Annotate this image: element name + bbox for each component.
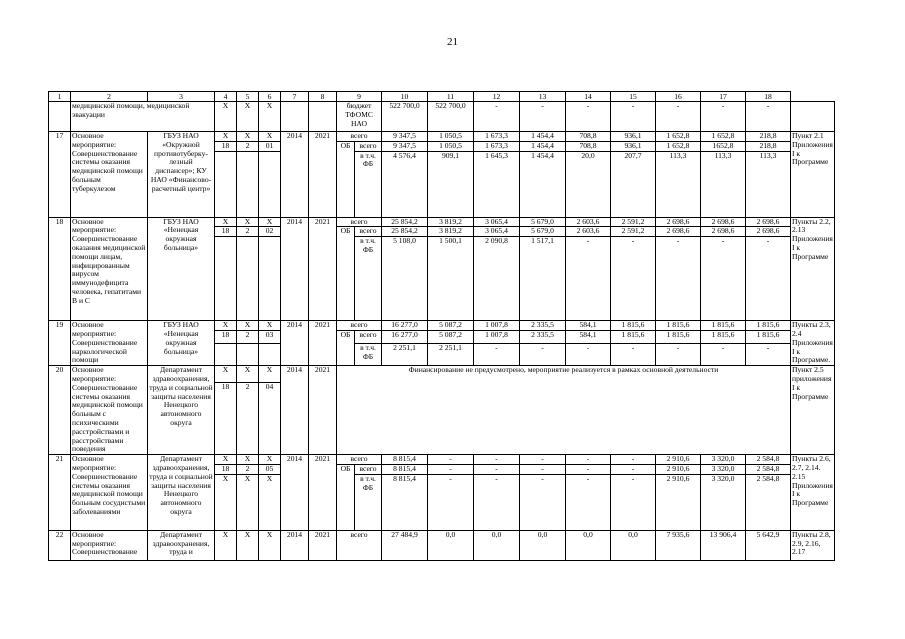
activity-name: Основное мероприятие: Совершенствование системы оказания медицинской помощи больным туберкулезом xyxy=(71,132,148,218)
source-ob: ОБ xyxy=(337,227,355,321)
value-cell: 20,0 xyxy=(566,151,611,217)
value-cell: - xyxy=(566,102,611,132)
source-label: всего xyxy=(337,321,382,331)
code-cell: Х xyxy=(259,321,281,331)
table-row xyxy=(49,102,835,132)
value-cell: - xyxy=(520,474,566,530)
code-cell xyxy=(237,151,259,217)
value-cell: - xyxy=(474,102,520,132)
value-cell: 909,1 xyxy=(428,151,474,217)
value-cell: 2 910,6 xyxy=(656,474,701,530)
value-cell: 16 277,0 xyxy=(382,321,428,331)
header-cell: 7 xyxy=(281,92,309,102)
value-cell: 1 007,8 xyxy=(474,330,520,343)
value-cell: 207,7 xyxy=(611,151,656,217)
value-cell: 2 698,6 xyxy=(746,227,791,237)
value-cell: 2 584,8 xyxy=(746,464,791,474)
value-cell: 1 815,6 xyxy=(656,330,701,343)
value-cell: 2 698,6 xyxy=(656,217,701,227)
value-cell: 5 108,0 xyxy=(382,237,428,321)
value-cell: 8 815,4 xyxy=(382,474,428,530)
value-cell: - xyxy=(566,237,611,321)
row-number: 20 xyxy=(49,366,71,455)
value-cell: 2 698,6 xyxy=(656,227,701,237)
value-cell: 1 652,8 xyxy=(656,132,701,142)
source-ob: ОБ xyxy=(337,464,355,530)
code-cell xyxy=(259,344,281,366)
header-cell: 16 xyxy=(656,92,701,102)
code-cell: Х xyxy=(237,474,259,530)
value-cell: 1 454,4 xyxy=(520,141,566,151)
source-label: всего xyxy=(355,227,382,237)
executor: ГБУЗ НАО «Ненецкая окружная больница» xyxy=(148,321,215,366)
start-year xyxy=(281,102,309,132)
value-cell: 5 679,0 xyxy=(520,227,566,237)
header-cell: 11 xyxy=(428,92,474,102)
value-cell: 3 065,4 xyxy=(474,217,520,227)
source-label: всего xyxy=(337,530,382,560)
start-year: 2014 xyxy=(281,132,309,218)
value-cell: 3 819,2 xyxy=(428,217,474,227)
reference-cell: Пункты 2.3, 2.4 Приложения I к Программе. xyxy=(792,320,833,365)
value-cell: 5 087,2 xyxy=(428,321,474,331)
code-cell: Х xyxy=(215,102,237,132)
value-cell: - xyxy=(611,344,656,366)
value-cell: 1 652,8 xyxy=(656,141,701,151)
source-label: всего xyxy=(355,330,382,343)
reference-cell xyxy=(791,102,835,132)
code-cell xyxy=(215,151,237,217)
code-cell: Х xyxy=(215,321,237,331)
value-cell: 0,0 xyxy=(428,530,474,560)
value-cell: - xyxy=(566,474,611,530)
end-year: 2021 xyxy=(309,530,337,560)
value-cell: 936,1 xyxy=(611,132,656,142)
value-cell: 2 335,5 xyxy=(520,330,566,343)
value-cell: - xyxy=(474,464,520,474)
value-cell: 1 050,5 xyxy=(428,132,474,142)
value-cell: 1 815,6 xyxy=(611,321,656,331)
value-cell: 1 454,4 xyxy=(520,132,566,142)
activity-name: Основное мероприятие: Совершенствование наркологической помощи xyxy=(71,321,148,366)
financing-note: Финансирование не предусмотрено, мероприятие реализуется в рамках основной деятельности xyxy=(337,366,791,455)
code-cell: Х xyxy=(259,366,281,383)
table-row xyxy=(49,530,835,560)
value-cell: - xyxy=(428,455,474,465)
code-cell: Х xyxy=(259,217,281,227)
value-cell: 13 906,4 xyxy=(701,530,746,560)
code-cell: Х xyxy=(259,530,281,560)
header-cell: 9 xyxy=(337,92,382,102)
code-cell: Х xyxy=(237,530,259,560)
source-label: всего xyxy=(355,141,382,151)
value-cell: 1 673,3 xyxy=(474,141,520,151)
value-cell: - xyxy=(656,237,701,321)
value-cell: - xyxy=(428,464,474,474)
value-cell: - xyxy=(428,474,474,530)
value-cell: 3 320,0 xyxy=(701,474,746,530)
code-cell: Х xyxy=(237,366,259,383)
table-row xyxy=(49,217,835,227)
code-cell xyxy=(259,237,281,321)
value-cell: - xyxy=(656,344,701,366)
value-cell: 27 484,9 xyxy=(382,530,428,560)
end-year: 2021 xyxy=(309,132,337,218)
code-cell: Х xyxy=(237,455,259,465)
code-cell: 2 xyxy=(237,330,259,343)
code-cell: Х xyxy=(215,132,237,142)
value-cell: 2 603,6 xyxy=(566,217,611,227)
activity-name: Основное мероприятие: Совершенствование системы оказания медицинской помощи больным сосудистыми заболеваниями xyxy=(71,455,148,531)
value-cell: 1 815,6 xyxy=(701,330,746,343)
value-cell: 113,3 xyxy=(701,151,746,217)
header-cell: 1 xyxy=(49,92,71,102)
value-cell: 8 815,4 xyxy=(382,464,428,474)
value-cell: 1 007,8 xyxy=(474,321,520,331)
source-ob: ОБ xyxy=(337,141,355,217)
source-ob: ОБ xyxy=(337,330,355,365)
value-cell: 1 454,4 xyxy=(520,151,566,217)
value-cell: - xyxy=(520,102,566,132)
code-cell: Х xyxy=(259,474,281,530)
code-cell: 2 xyxy=(237,383,259,455)
source-fb: в т.ч. ФБ xyxy=(355,344,382,366)
funding-source: бюджет ТФОМС НАО xyxy=(337,102,382,132)
value-cell: 936,1 xyxy=(611,141,656,151)
value-cell: 1 500,1 xyxy=(428,237,474,321)
value-cell: 16 277,0 xyxy=(382,330,428,343)
value-cell: 584,1 xyxy=(566,321,611,331)
reference-cell: Пункты 2.6, 2.7, 2.14. 2.15 Приложения I к Программе xyxy=(791,455,835,531)
value-cell: - xyxy=(611,102,656,132)
value-cell: 1 645,3 xyxy=(474,151,520,217)
value-cell: - xyxy=(520,344,566,366)
program-table xyxy=(48,91,835,561)
value-cell: 708,8 xyxy=(566,132,611,142)
header-cell: 6 xyxy=(259,92,281,102)
code-cell: 03 xyxy=(259,330,281,343)
start-year: 2014 xyxy=(281,217,309,321)
value-cell: 708,8 xyxy=(566,141,611,151)
code-cell: Х xyxy=(215,366,237,383)
header-cell: 13 xyxy=(520,92,566,102)
value-cell: 1 517,1 xyxy=(520,237,566,321)
value-cell: - xyxy=(566,344,611,366)
table-row xyxy=(49,455,835,465)
code-cell: 02 xyxy=(259,227,281,237)
header-cell: 4 xyxy=(215,92,237,102)
code-cell: 2 xyxy=(237,227,259,237)
value-cell: - xyxy=(611,474,656,530)
value-cell: 2 591,2 xyxy=(611,227,656,237)
value-cell: - xyxy=(746,102,791,132)
header-cell: 5 xyxy=(237,92,259,102)
value-cell: 0,0 xyxy=(474,530,520,560)
code-cell: Х xyxy=(237,102,259,132)
value-cell: 1 815,6 xyxy=(701,321,746,331)
row-number: 22 xyxy=(49,530,71,560)
source-label: всего xyxy=(337,217,382,227)
value-cell: 522 700,0 xyxy=(382,102,428,132)
value-cell: - xyxy=(611,455,656,465)
header-cell: 10 xyxy=(382,92,428,102)
source-fb: в т.ч. ФБ xyxy=(355,474,382,530)
code-cell xyxy=(237,237,259,321)
activity-name: Основное мероприятие: Совершенствование системы оказания медицинской помощи больным с психическими расстройствами и расстройствами поведения xyxy=(71,366,148,455)
value-cell: 0,0 xyxy=(611,530,656,560)
header-cell: 12 xyxy=(474,92,520,102)
executor: Департамент здравоохранения, труда и xyxy=(148,530,215,560)
row-number: 18 xyxy=(49,217,71,321)
value-cell: 5 642,9 xyxy=(746,530,791,560)
code-cell: 18 xyxy=(215,464,237,474)
value-cell: - xyxy=(611,464,656,474)
code-cell: 04 xyxy=(259,383,281,455)
row-number: 21 xyxy=(49,455,71,531)
code-cell: Х xyxy=(259,102,281,132)
table-row xyxy=(49,321,835,331)
source-fb: в т.ч. ФБ xyxy=(355,151,382,217)
value-cell: 2 090,8 xyxy=(474,237,520,321)
value-cell: 3 320,0 xyxy=(701,455,746,465)
value-cell: 584,1 xyxy=(566,330,611,343)
start-year: 2014 xyxy=(281,455,309,531)
value-cell: 8 815,4 xyxy=(382,455,428,465)
code-cell: 2 xyxy=(237,141,259,151)
value-cell: 25 854,2 xyxy=(382,217,428,227)
code-cell: 18 xyxy=(215,227,237,237)
value-cell: 113,3 xyxy=(746,151,791,217)
value-cell: - xyxy=(611,237,656,321)
row-number: 19 xyxy=(49,321,71,366)
table-row xyxy=(49,366,835,383)
code-cell: 01 xyxy=(259,141,281,151)
row-number xyxy=(49,102,71,132)
value-cell: - xyxy=(566,455,611,465)
page-number: 21 xyxy=(447,36,458,48)
value-cell: 1 815,6 xyxy=(746,330,791,343)
value-cell: 1 050,5 xyxy=(428,141,474,151)
header-cell: 3 xyxy=(148,92,215,102)
code-cell: Х xyxy=(237,321,259,331)
value-cell: - xyxy=(474,455,520,465)
value-cell: 1 652,8 xyxy=(701,132,746,142)
table-row xyxy=(49,132,835,142)
code-cell: Х xyxy=(259,132,281,142)
start-year: 2014 xyxy=(281,321,309,366)
code-cell: 18 xyxy=(215,141,237,151)
value-cell: 1652,8 xyxy=(701,141,746,151)
activity-name: Основное мероприятие: Совершенствование оказания медицинской помощи лицам, инфицированным вирусом иммунодефицита человека, гепатитами В и С xyxy=(71,217,148,321)
value-cell: 2 698,6 xyxy=(701,227,746,237)
code-cell xyxy=(215,237,237,321)
executor: ГБУЗ НАО «Окружной противотуберку-лезный диспансер»; КУ НАО «Финансово-расчетный центр» xyxy=(148,132,215,218)
value-cell: 2 910,6 xyxy=(656,464,701,474)
value-cell: 1 815,6 xyxy=(746,321,791,331)
source-label: всего xyxy=(337,132,382,142)
activity-name: медицинской помощи, медицинской эвакуации xyxy=(71,102,215,132)
value-cell: 3 065,4 xyxy=(474,227,520,237)
value-cell: 2 910,6 xyxy=(656,455,701,465)
header-cell: 14 xyxy=(566,92,611,102)
end-year: 2021 xyxy=(309,455,337,531)
reference-cell: Пункт 2.5 приложения I к Программе xyxy=(791,366,835,455)
reference-cell: Пункты 2.8, 2.9, 2.16, 2.17 xyxy=(791,530,835,560)
code-cell: Х xyxy=(215,217,237,227)
value-cell: - xyxy=(566,464,611,474)
source-fb: в т.ч. ФБ xyxy=(355,237,382,321)
value-cell: 2 591,2 xyxy=(611,217,656,227)
end-year: 2021 xyxy=(309,321,337,366)
executor: Департамент здравоохранения, труда и социальной защиты населения Ненецкого автономного округа xyxy=(148,455,215,531)
value-cell: 2 603,6 xyxy=(566,227,611,237)
executor: ГБУЗ НАО «Ненецкая окружная больница» xyxy=(148,217,215,321)
value-cell: 2 584,8 xyxy=(746,474,791,530)
start-year: 2014 xyxy=(281,366,309,455)
code-cell: Х xyxy=(215,474,237,530)
value-cell: 1 673,3 xyxy=(474,132,520,142)
value-cell: - xyxy=(520,455,566,465)
code-cell: 18 xyxy=(215,330,237,343)
code-cell xyxy=(215,344,237,366)
code-cell: Х xyxy=(259,455,281,465)
code-cell: Х xyxy=(237,132,259,142)
value-cell: 25 854,2 xyxy=(382,227,428,237)
value-cell: 5 679,0 xyxy=(520,217,566,227)
header-cell: 15 xyxy=(611,92,656,102)
value-cell: 2 698,6 xyxy=(746,217,791,227)
source-label: всего xyxy=(337,455,382,465)
code-cell xyxy=(237,344,259,366)
value-cell: - xyxy=(656,102,701,132)
code-cell: Х xyxy=(215,530,237,560)
code-cell: Х xyxy=(237,217,259,227)
value-cell: - xyxy=(746,237,791,321)
value-cell: - xyxy=(520,464,566,474)
value-cell: 5 087,2 xyxy=(428,330,474,343)
value-cell: 1 815,6 xyxy=(611,330,656,343)
value-cell: 3 819,2 xyxy=(428,227,474,237)
code-cell: 2 xyxy=(237,464,259,474)
executor: Департамент здравоохранения, труда и социальной защиты населения Ненецкого автономного округа xyxy=(148,366,215,455)
end-year: 2021 xyxy=(309,217,337,321)
activity-name: Основное мероприятие: Совершенствование xyxy=(71,530,148,560)
value-cell: 4 576,4 xyxy=(382,151,428,217)
code-cell: 18 xyxy=(215,383,237,455)
value-cell: 2 251,1 xyxy=(382,344,428,366)
value-cell: 0,0 xyxy=(520,530,566,560)
header-cell: 17 xyxy=(701,92,746,102)
value-cell: 0,0 xyxy=(566,530,611,560)
value-cell: 3 320,0 xyxy=(701,464,746,474)
start-year: 2014 xyxy=(281,530,309,560)
value-cell: - xyxy=(701,102,746,132)
value-cell: 2 698,6 xyxy=(701,217,746,227)
header-cell: 8 xyxy=(309,92,337,102)
code-cell xyxy=(259,151,281,217)
value-cell: - xyxy=(701,237,746,321)
code-cell: 05 xyxy=(259,464,281,474)
value-cell: - xyxy=(746,344,791,366)
value-cell: 113,3 xyxy=(656,151,701,217)
end-year: 2021 xyxy=(309,366,337,455)
value-cell: - xyxy=(701,344,746,366)
value-cell: 1 815,6 xyxy=(656,321,701,331)
value-cell: 522 700,0 xyxy=(428,102,474,132)
header-cell: 2 xyxy=(71,92,148,102)
value-cell: 2 335,5 xyxy=(520,321,566,331)
reference-cell: Пункт 2.1 Приложения I к Программе xyxy=(791,132,835,218)
row-number: 17 xyxy=(49,132,71,218)
source-label: всего xyxy=(355,464,382,474)
reference-cell: Пункты 2.2, 2.13 Приложения I к Программе xyxy=(791,217,835,321)
value-cell: 218,8 xyxy=(746,132,791,142)
header-row xyxy=(49,92,835,102)
value-cell: 2 251,1 xyxy=(428,344,474,366)
value-cell: 9 347,5 xyxy=(382,141,428,151)
header-cell: 18 xyxy=(746,92,791,102)
value-cell: 218,8 xyxy=(746,141,791,151)
value-cell: 2 584,8 xyxy=(746,455,791,465)
value-cell: - xyxy=(474,344,520,366)
value-cell: - xyxy=(474,474,520,530)
value-cell: 9 347,5 xyxy=(382,132,428,142)
end-year xyxy=(309,102,337,132)
value-cell: 7 935,6 xyxy=(656,530,701,560)
code-cell: Х xyxy=(215,455,237,465)
